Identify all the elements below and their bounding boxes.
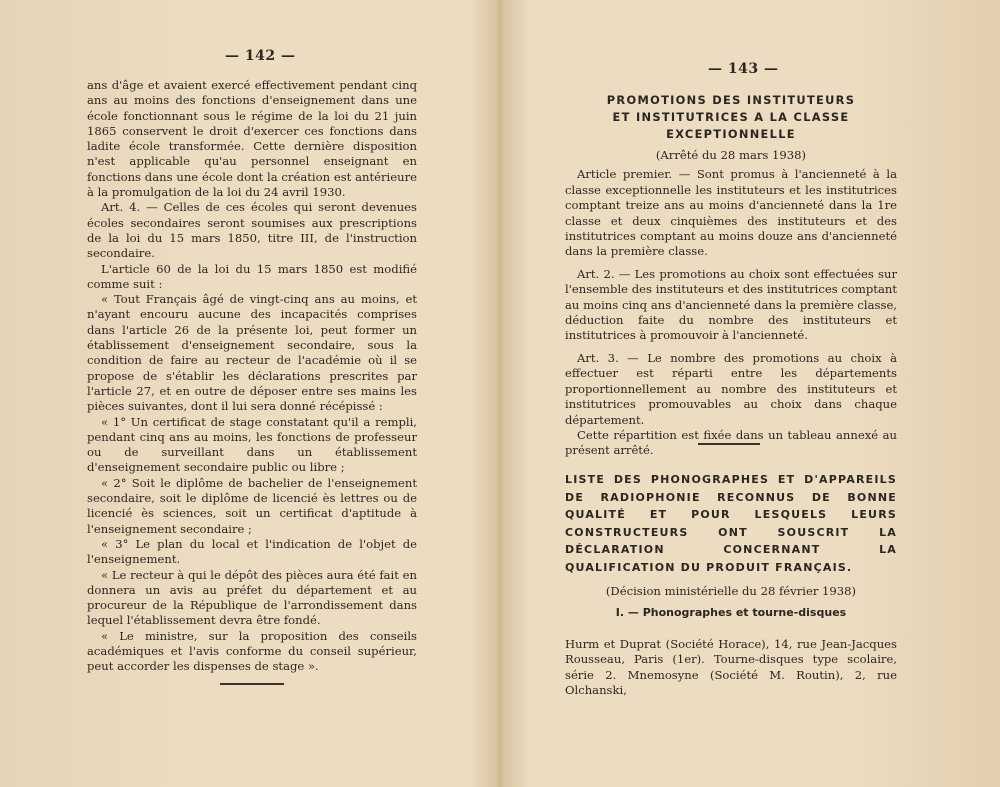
- paragraph: « 1° Un certificat de stage constatant qu'il a rempli, pendant cinq ans au moins, les fonctions de professeur ou de surveillant dans un établissement d'enseignement secondaire public ou libre ;: [87, 414, 417, 475]
- section-title: PROMOTIONS DES INSTITUTEURS ET INSTITUTRICES A LA CLASSE EXCEPTIONNELLE: [606, 93, 856, 141]
- left-page: [0, 0, 497, 787]
- paragraph: « Le recteur à qui le dépôt des pièces aura été fait en donnera un avis au préfet du département et au procureur de la République de l'arrondissement dans lequel l'établissement devra être fondé.: [87, 567, 417, 628]
- section-divider: [220, 683, 284, 685]
- paragraph: Art. 4. — Celles de ces écoles qui seront devenues écoles secondaires seront soumises aux prescriptions de la loi du 15 mars 1850, titre III, de l'instruction secondaire.: [87, 200, 417, 261]
- paragraph: Hurm et Duprat (Société Horace), 14, rue Jean-Jacques Rousseau, Paris (1er). Tourne-disques type scolaire, série 2. Mnemosyne (Société M. Routin), 2, rue Olchanski,: [565, 636, 897, 698]
- left-page-text: [87, 78, 417, 685]
- section-subtitle: (Arrêté du 28 mars 1938): [655, 148, 807, 162]
- paragraph: Article premier. — Sont promus à l'ancienneté à la classe exceptionnelle les instituteurs et les institutrices comptant treize ans au moins d'ancienneté dans la 1re classe et deux cinquièmes des instituteurs et des institutrices comptant au moins douze ans d'ancienneté dans la première classe.: [565, 167, 897, 259]
- paragraph: « Tout Français âgé de vingt-cinq ans au moins, et n'ayant encouru aucune des incapacités comprises dans l'article 26 de la présente loi, peut former un établissement d'enseignement secondaire, sous la condition de faire au recteur de l'académie où il se propose de s'établir les déclarations prescrites par l'article 27, et en outre de déposer entre ses mains les pièces suivantes, dont il lui sera donné récépissé :: [87, 292, 417, 414]
- page-number: — 142 —: [225, 48, 296, 64]
- section-title: LISTE DES PHONOGRAPHES ET D'APPAREILS DE RADIOPHONIE RECONNUS DE BONNE QUALITÉ ET POUR LESQUELS LEURS CONSTRUCTEURS ONT SOUSCRIT LA DÉCLARATION CONCERNANT LA QUALIFICATION DU PRODUIT FRANÇAIS.: [565, 473, 897, 574]
- paragraph: Cette répartition est fixée dans un tableau annexé au présent arrêté.: [565, 427, 897, 458]
- section-promotions: [565, 92, 897, 459]
- section-phonographs: [565, 471, 897, 698]
- subsection-heading: I. — Phonographes et tourne-disques: [615, 606, 847, 620]
- section-divider: [698, 443, 760, 445]
- right-page: [503, 0, 1000, 787]
- paragraph: « 3° Le plan du local et l'indication de l'objet de l'enseignement.: [87, 536, 417, 567]
- section-subtitle: (Décision ministérielle du 28 février 1938): [605, 584, 857, 598]
- paragraph: « 2° Soit le diplôme de bachelier de l'enseignement secondaire, soit le diplôme de licencié ès lettres ou de licencié ès sciences, soit un certificat d'aptitude à l'enseignement secondaire ;: [87, 475, 417, 536]
- paragraph: Art. 3. — Le nombre des promotions au choix à effectuer est réparti entre les départements proportionnellement au nombre des instituteurs et institutrices promouvables au choix dans chaque département.: [565, 350, 897, 427]
- paragraph: ans d'âge et avaient exercé effectivement pendant cinq ans au moins des fonctions d'enseignement dans une école fonctionnant sous le régime de la loi du 21 juin 1865 conservent le droit d'exercer ces fonctions dans ladite école transformée. Cette dernière disposition n'est applicable qu'au personnel enseignant en fonctions dans une école dont la création est antérieure à la promulgation de la loi du 24 avril 1930.: [87, 78, 417, 200]
- paragraph: « Le ministre, sur la proposition des conseils académiques et l'avis conforme du conseil supérieur, peut accorder les dispenses de stage ».: [87, 628, 417, 674]
- paragraph: L'article 60 de la loi du 15 mars 1850 est modifié comme suit :: [87, 261, 417, 291]
- paragraph: Art. 2. — Les promotions au choix sont effectuées sur l'ensemble des instituteurs et des institutrices comptant au moins cinq ans d'ancienneté dans la première classe, déduction faite du nombre des instituteurs et institutrices à promouvoir à l'ancienneté.: [565, 266, 897, 343]
- page-number: — 143 —: [708, 61, 779, 77]
